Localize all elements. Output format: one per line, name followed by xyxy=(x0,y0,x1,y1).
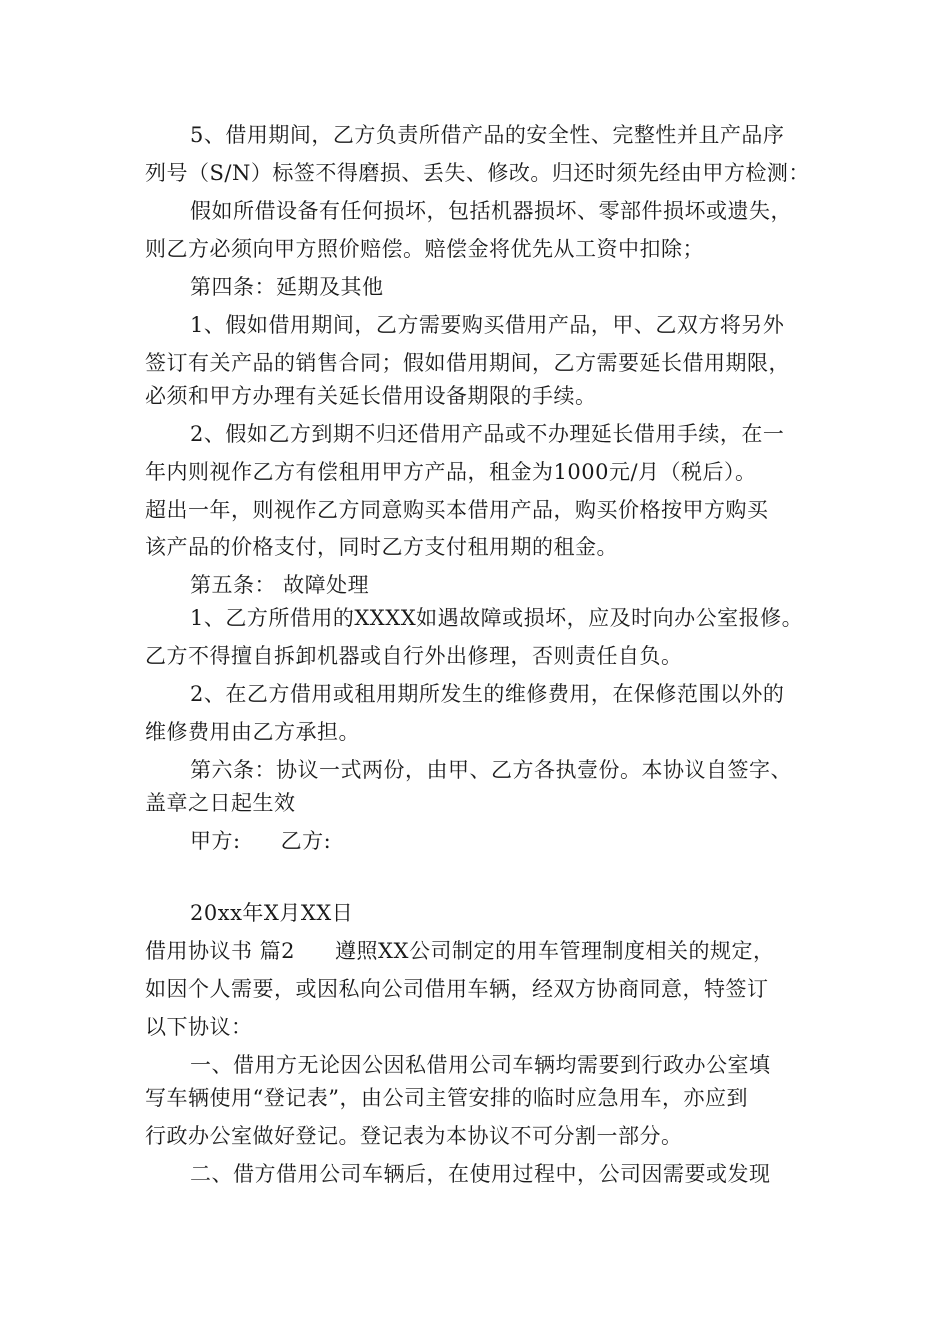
paragraph-line: 超出一年，则视作乙方同意购买本借用产品，购买价格按甲方购买 xyxy=(145,498,769,522)
paragraph-line: 写车辆使用“登记表”，由公司主管安排的临时应急用车，亦应到 xyxy=(145,1086,748,1110)
paragraph-line: 维修费用由乙方承担。 xyxy=(145,720,360,744)
section-intro: 遵照XX公司制定的用车管理制度相关的规定， xyxy=(335,939,775,963)
paragraph-line: 二、借方借用公司车辆后，在使用过程中，公司因需要或发现 xyxy=(190,1162,771,1186)
date-line: 20xx年X月XX日 xyxy=(190,901,354,925)
paragraph-line: 盖章之日起生效 xyxy=(145,791,296,815)
paragraph-line: 一、借用方无论因公因私借用公司车辆均需要到行政办公室填 xyxy=(190,1053,771,1077)
paragraph-line: 2、在乙方借用或租用期所发生的维修费用，在保修范围以外的 xyxy=(190,682,785,706)
party-a-label: 甲方: xyxy=(190,829,241,853)
article-heading: 第四条：延期及其他 xyxy=(190,275,384,299)
paragraph-line: 年内则视作乙方有偿租用甲方产品，租金为1000元/月（税后）。 xyxy=(145,460,757,484)
paragraph-line: 如因个人需要，或因私向公司借用车辆，经双方协商同意，特签订 xyxy=(145,977,769,1001)
paragraph-line: 2、假如乙方到期不归还借用产品或不办理延长借用手续，在一 xyxy=(190,422,785,446)
paragraph-line: 1、假如借用期间，乙方需要购买借用产品，甲、乙双方将另外 xyxy=(190,313,785,337)
section-heading-line xyxy=(145,936,774,966)
paragraph-line: 5、借用期间，乙方负责所借产品的安全性、完整性并且产品序 xyxy=(190,123,785,147)
paragraph-line: 以下协议： xyxy=(145,1015,253,1039)
paragraph-line: 必须和甲方办理有关延长借用设备期限的手续。 xyxy=(145,384,597,408)
paragraph-line: 则乙方必须向甲方照价赔偿。赔偿金将优先从工资中扣除； xyxy=(145,237,704,261)
paragraph-line: 第六条：协议一式两份，由甲、乙方各执壹份。本协议自签字、 xyxy=(190,758,792,782)
paragraph-line: 行政办公室做好登记。登记表为本协议不可分割一部分。 xyxy=(145,1124,683,1148)
article-heading: 第五条： 故障处理 xyxy=(190,573,370,597)
paragraph-line: 签订有关产品的销售合同；假如借用期间，乙方需要延长借用期限， xyxy=(145,351,790,375)
paragraph-line: 1、乙方所借用的XXXX如遇故障或损坏，应及时向办公室报修。 xyxy=(190,606,804,630)
party-b-label: 乙方: xyxy=(280,829,332,853)
signature-line xyxy=(190,826,331,856)
section-title: 借用协议书 篇2 xyxy=(145,939,296,963)
paragraph-line: 乙方不得擅自拆卸机器或自行外出修理，否则责任自负。 xyxy=(145,644,683,668)
paragraph-line: 假如所借设备有任何损坏，包括机器损坏、零部件损坏或遗失， xyxy=(190,199,792,223)
paragraph-line: 列号（S/N）标签不得磨损、丢失、修改。归还时须先经由甲方检测： xyxy=(145,161,810,185)
paragraph-line: 该产品的价格支付，同时乙方支付租用期的租金。 xyxy=(145,535,618,559)
